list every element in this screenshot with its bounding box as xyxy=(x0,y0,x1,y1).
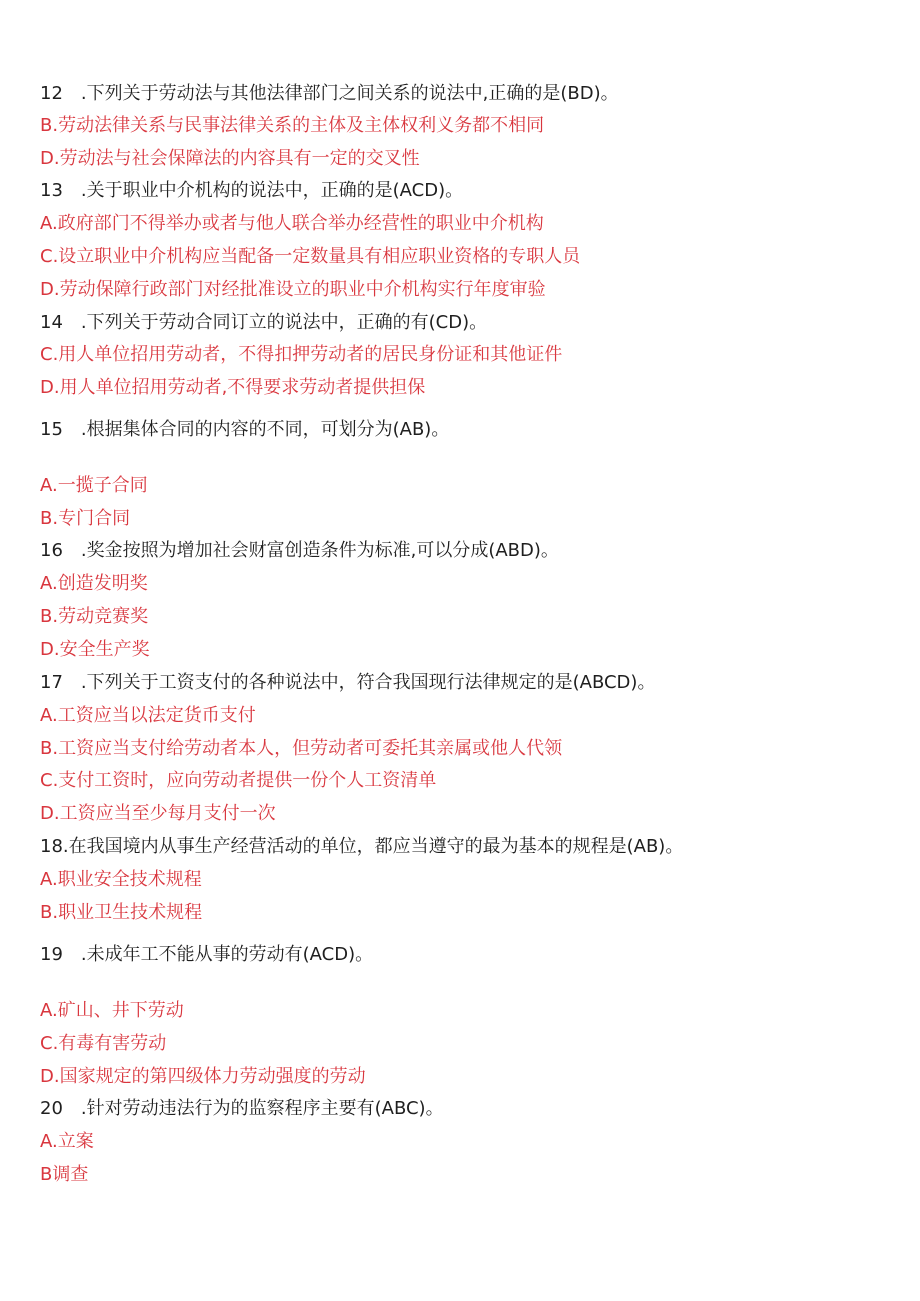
question-13: 13 .关于职业中介机构的说法中，正确的是(ACD)。 xyxy=(40,180,464,201)
answer-14-d: D.用人单位招用劳动者,不得要求劳动者提供担保 xyxy=(40,377,426,398)
question-17: 17 .下列关于工资支付的各种说法中，符合我国现行法律规定的是(ABCD)。 xyxy=(40,672,656,693)
answer-12-b: B.劳动法律关系与民事法律关系的主体及主体权利义务都不相同 xyxy=(40,115,545,136)
answer-18-b: B.职业卫生技术规程 xyxy=(40,902,203,923)
answer-13-c: C.设立职业中介机构应当配备一定数量具有相应职业资格的专职人员 xyxy=(40,246,581,267)
answer-18-a: A.职业安全技术规程 xyxy=(40,869,202,890)
question-20: 20 .针对劳动违法行为的监察程序主要有(ABC)。 xyxy=(40,1098,444,1119)
answer-13-a: A.政府部门不得举办或者与他人联合举办经营性的职业中介机构 xyxy=(40,213,544,234)
answer-19-d: D.国家规定的第四级体力劳动强度的劳动 xyxy=(40,1066,366,1087)
question-18: 18.在我国境内从事生产经营活动的单位，都应当遵守的最为基本的规程是(AB)。 xyxy=(40,836,684,857)
answer-12-d: D.劳动法与社会保障法的内容具有一定的交叉性 xyxy=(40,148,420,169)
answer-17-c: C.支付工资时，应向劳动者提供一份个人工资清单 xyxy=(40,770,437,791)
answer-17-d: D.工资应当至少每月支付一次 xyxy=(40,803,276,824)
answer-20-a: A.立案 xyxy=(40,1131,94,1152)
answer-14-c: C.用人单位招用劳动者，不得扣押劳动者的居民身份证和其他证件 xyxy=(40,344,563,365)
question-14: 14 .下列关于劳动合同订立的说法中，正确的有(CD)。 xyxy=(40,312,488,333)
answer-17-b: B.工资应当支付给劳动者本人，但劳动者可委托其亲属或他人代领 xyxy=(40,738,563,759)
answer-16-d: D.安全生产奖 xyxy=(40,639,150,660)
answer-19-c: C.有毒有害劳动 xyxy=(40,1033,167,1054)
answer-19-a: A.矿山、井下劳动 xyxy=(40,1000,184,1021)
question-16: 16 .奖金按照为增加社会财富创造条件为标准,可以分成(ABD)。 xyxy=(40,540,559,561)
answer-15-b: B.专门合同 xyxy=(40,508,131,529)
answer-13-d: D.劳动保障行政部门对经批准设立的职业中介机构实行年度审验 xyxy=(40,279,546,300)
answer-15-a: A.一揽子合同 xyxy=(40,475,148,496)
answer-16-a: A.创造发明奖 xyxy=(40,573,148,594)
answer-20-b: B调查 xyxy=(40,1164,89,1185)
answer-17-a: A.工资应当以法定货币支付 xyxy=(40,705,256,726)
answer-16-b: B.劳动竞赛奖 xyxy=(40,606,149,627)
question-15: 15 .根据集体合同的内容的不同，可划分为(AB)。 xyxy=(40,419,450,440)
question-19: 19 .未成年工不能从事的劳动有(ACD)。 xyxy=(40,944,374,965)
question-12: 12 .下列关于劳动法与其他法律部门之间关系的说法中,正确的是(BD)。 xyxy=(40,83,619,104)
